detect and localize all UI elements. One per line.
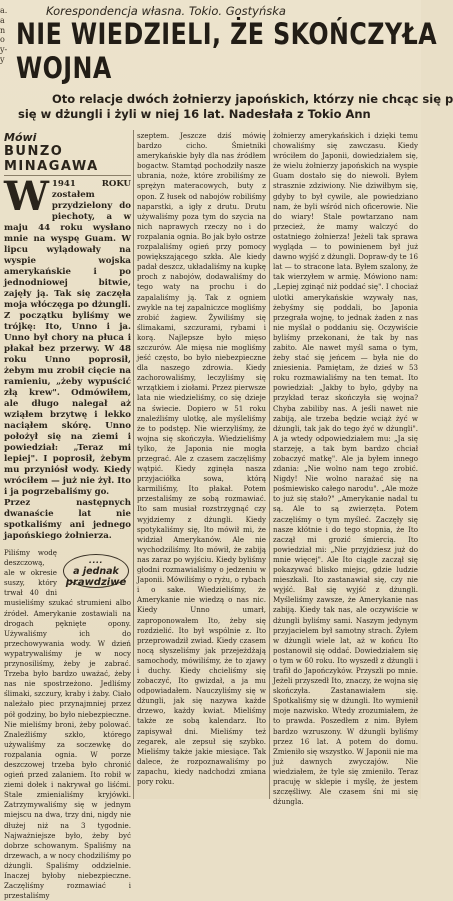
body-text: Piliśmy wodę deszczową, ale w okresie suszy, który trwał 40 dni musieliśmy szukać strumieni albo źródeł. Amerykanie zostawiali na drogach pęknięte opony. Używaliśmy ich do przechowywania wody. W dzień wypatrywaliśmy je w nocy przynosiliśmy, żeby je zabrać. Trzeba było bardzo uważać, żeby nas nie spostrzeżono. Jedliśmy ślimaki, szczury, kraby i żaby. Ciało należało piec przynajmniej przez pół godziny, bo było niebezpieczne. Nie mieliśmy broni, żeby polować. Znaleźliśmy szkło, którego używaliśmy za soczewkę do rozpalania ognia. W porze deszczowej trzeba było chronić ogień przed zalaniem. Ito robił w ziemi dołek i nakrywał go liśćmi. Stale zmienialiśmy kryjówki. Zatrzymywaliśmy się w jednym miejscu na dwa, trzy dni, nigdy nie dłużej niż na 3 tygodnie. Najważniejsze było, żeby być dobrze schowanym. Spaliśmy na drzewach, a w nocy chodziliśmy po dżungli. Spaliśmy oddzielnie. Inaczej byłoby niebezpieczne. Zaczęliśmy rozmawiać i przestaliśmy bbox=[4, 548, 131, 901]
body-paragraph bbox=[4, 548, 131, 901]
a-jednak-prawdziwe-badge bbox=[63, 554, 129, 588]
byline-name: BUNZO MINAGAWA bbox=[4, 144, 131, 176]
correspondence-kicker: Korespondencja własna. Tokio. Gostyńska bbox=[46, 4, 286, 18]
fragment-line: y bbox=[0, 54, 5, 64]
byline-kicker: Mówi bbox=[4, 131, 37, 144]
body-paragraph: żołnierzy amerykańskich i dzięki temu chowaliśmy się zawczasu. Kiedy wróciłem do Japonii, dowiedziałem się, że wielu żołnierzy japońskich na wyspie Guam dostało się do niewoli. Byłem strasznie zdziwiony. Nie dziwiłbym się, gdyby to był cywile, ale powiedziano nam, że byli wśród nich oficerowie. Nie do wiary! Stale powtarzano nam przecież, że mamy walczyć do ostatniego żołnierza! Jeżeli tak sprawa wygląda — to powinienem był już dawno wyjść z dżungli. Dopraw-dy te 16 lat — to stracone lata. Byłem szalony, że tak wierzyłem w armię. Mówiono nam: „Lepiej zginąć niż poddać się". I chociaż ulotki amerykańskie wzywały nas, żebyśmy się poddali, bo Japonia przegrała wojnę, to jednak żaden z nas nie myślał o poddaniu się. Oczywiście byliśmy przekonani, że tak by nas zabito. Ale nawet myśl sama o tym, żeby stać się jeńcem — była nie do zniesienia. Pamiętam, że dzieś w 53 roku rozmawialiśmy na ten temat. Ito powiedział: „Jakby to było, gdyby na przykład teraz skończyła się wojna? Chyba zabiliby nas. A jeśli nawet nie zabiją, ale trzeba będzie wciąż żyć w dżungli, tak jak do tego żyć w dżungli". A ja wtedy odpowiedziałem mu: „Ja się starzeję, a tak bym bardzo chciał zobaczyć matkę". Ale ja byłem innego zdania: „Nie wolno nam tego zrobić. Nigdy! Nie wolno narażać się na pośmiewisko całego narodu". „Ale może to już się stało?" „Amerykanie nadal tu są. Ale to są zwierzęta. Potem zaczęliśmy o tym myśleć. Zaczęły się nasze kłótnie i do tego stopnia, że Ito zaczął mi grozić śmiercią. Ito powiedział mi: „Nie przyjdziesz już do mnie więcej". Ale Ito ciągle zaczął się pokazywać blisko miejsc, gdzie ludzie mieszkali. Ito zastanawiał się, czy nie wyjść. Bał się wyjść z dżungli. Myśleliśmy zawsze, że Amerykanie nas zabiją. Kiedy tak nas, ale oczywiście w dżungli byliśmy sami. Naszym jedynym przyjacielem był samotny strach. Żyłem w dżungli wiele lat, aż w końcu Ito postanowił się oddać. Dowiedziałem się o tym w 60 roku. Ito wyszedł z dżungli i trafił do Japończyków. Przyszli po mnie. Jeżeli przyszedł Ito, znaczy, że wojna się skończyła. Zastanawiałem się. Spotkaliśmy się w dżungli. Ito wymienił moje nazwisko. Wtedy zrozumiałem, że to prawda. Poszedłem z nim. Byłem bardzo wzruszony. W dżungli byliśmy przez 16 lat. A potem do domu. Zmieniło się wszystko. W Japonii nie ma już dawnych zwyczajów. Nie wiedziałem, że tyle się zmieniło. Teraz pracuję w sklepie i myślę, że jestem szczęśliwy. Ale czasem śni mi się dżungla. bbox=[273, 131, 418, 807]
column-divider bbox=[269, 130, 270, 799]
drop-cap: W bbox=[4, 173, 49, 220]
intro-paragraph bbox=[4, 173, 131, 311]
intro-text: 1941 ROKU zostałem przydzielony do piechoty, a w maju 44 roku wysłano mnie na wyspę Guam. W lipcu wylądowały na wyspie wojska amerykańskie i po jednodniowej bitwie, zajęły ją. Tak się zaczęła moja włóczęga po dżungli. bbox=[4, 179, 131, 310]
lead-line-2: się w dżungli i żyli w niej 16 lat. Nadesłała z Tokio Ann bbox=[18, 107, 371, 121]
bold-paragraph-3: Przez następnych dwanaście lat nie spotkaliśmy ani jednego japońskiego żołnierza. bbox=[4, 498, 131, 541]
lead-line-1: Oto relacje dwóch żołnierzy japońskich, którzy nie chcąc się p bbox=[52, 92, 453, 106]
fragment-line: o bbox=[0, 35, 5, 45]
headline-line-2: WOJNA bbox=[16, 51, 112, 85]
badge-line-1: a jednak bbox=[73, 565, 119, 577]
bold-paragraph-2: Z początku byliśmy we trójkę: Ito, Unno i ja. Unno był chory na płuca i płakał bez przerwy. W 48 roku Unno poprosił, żebym mu zrobił cięcie na ramieniu, „żeby wypuścić złą krew". Odmówiłem, ale długo nalegał aż wziąłem brzytwę i lekko naciąłem skórę. Unno położył się na ziemi i powiedział: „Teraz mi lepiej". I poprosił, żebym mu przyniósł wody. Kiedy wróciłem — już nie żył. Ito i ja pogrzebaliśmy go. bbox=[4, 311, 131, 497]
article-column-3 bbox=[273, 131, 418, 807]
article-column-1 bbox=[4, 131, 131, 901]
badge-dots: .... bbox=[88, 555, 104, 565]
fragment-line: y- bbox=[0, 45, 8, 55]
fragment-line: a. bbox=[0, 6, 8, 15]
badge-line-2: prawdziwe bbox=[65, 576, 127, 588]
headline-line-1: NIE WIEDZIELI, ŻE SKOŃCZYŁA bbox=[16, 17, 438, 51]
fragment-line: a bbox=[0, 15, 5, 25]
fragment-line: n bbox=[0, 25, 6, 35]
previous-column-fragment bbox=[0, 6, 14, 65]
column-divider bbox=[133, 130, 134, 799]
article-column-2 bbox=[137, 131, 266, 799]
body-paragraph: szeptem. Jeszcze dziś mówię bardzo cicho. Śmietniki amerykańskie były dla nas źródłem bogactw. Stamtąd pochodziły nasze ubrania, noże, które zrobiliśmy ze sprężyn materacowych, buty z opon. Z łusek od nabojów robiliśmy naparstki, a igły z drutu. Drutu używaliśmy poza tym do szycia na nich naprawych rzeczy no i do rozpalania ognia. Bo jak było ostrze rozpalaliśmy ogień przy pomocy powiększającego szkła. Ale kiedy padał deszcz, układaliśmy na kupkę proch z nabojów, dodawaliśmy do tego waty na prochu i do zapalaliśmy ją. Tak z ogniem zwykle na tej zapalniczce mogliśmy zrobić żagiew. Żywiliśmy się ślimakami, szczurami, rybami i korą. Najlepsze było mięso szczurów. Ale mięsa nie mogliśmy jeść często, bo było niebezpieczne dla naszego zdrowia. Kiedy zachorowaliśmy, leczyliśmy się wrzątkiem i ziołami. Przez pierwsze lata nie wiedzieliśmy, co się dzieje na świecie. Dopiero w 51 roku znaleźliśmy ulotkę, ale myśleliśmy że to podstęp. Nie wierzyliśmy, że wojna się skończyła. Wiedzieliśmy tylko, że Japonia nie mogła przegrać. Ale z czasem zaczęliśmy wątpić. Kiedy zginęła nasza przyjaciółka sowa, którą karmiliśmy, Ito płakał. Potem przestaliśmy ze sobą rozmawiać. Ito sam musiał rozstrzygnąć czy wyjdziemy z dżungli. Kiedy spotykaliśmy się, Ito mówił mi, że widział Amerykanów. Ale nie wychodziliśmy. Ito mówił, że zabiją nas zaraz po wyjściu. Kiedy byliśmy głodni rozmawialiśmy o jedzeniu w Japonii. Mówiliśmy o ryżu, o rybach i o sake. Wiedzieliśmy, że Amerykanie nie wiedzą o nas nic. Kiedy Unno umarł, zaproponowałem Ito, żeby się rozdzielić. Ito był wspólnie z. Ito przeprowadził zwiad. Kiedy czasem nocą słyszeliśmy jak przejeżdżają samochody, mówiliśmy, że to zjawy i duchy. Kiedy chcieliśmy się zobaczyć, Ito gwizdał, a ja mu odpowiadałem. Nauczyliśmy się w dżungli, jak się nazywa każde drzewo, każdy kwiat. Mieliśmy także ze sobą kalendarz. Ito zapisywał dni. Mieliśmy też zegarek, ale zepsuł się szybko. Mieliśmy także jakie miesiące. Tak dalece, że rozpoznawaliśmy po zapachu, kiedy nadchodzi zmiana pory roku. bbox=[137, 131, 267, 786]
headline bbox=[16, 17, 437, 85]
lead-paragraph bbox=[0, 92, 453, 122]
inset-badge-wrapper bbox=[61, 550, 131, 592]
